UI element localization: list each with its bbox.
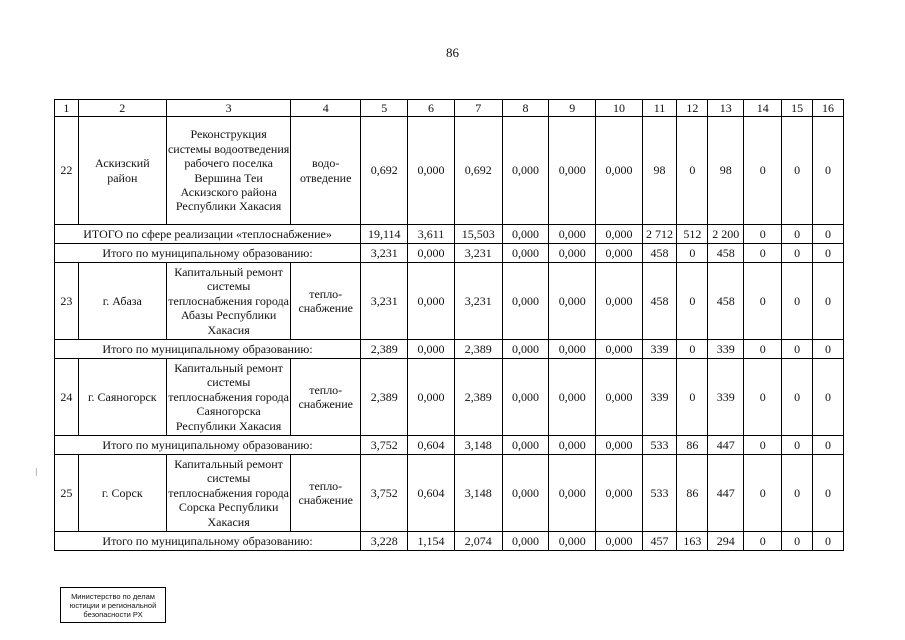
table-row [55, 359, 844, 436]
value-cell: 86 [677, 436, 708, 455]
subtotal-row [55, 340, 844, 359]
value-cell: 0,000 [596, 263, 642, 340]
row-number: 25 [55, 455, 79, 532]
value-cell: 0 [744, 359, 782, 436]
value-cell: 86 [677, 455, 708, 532]
value-cell: 0 [813, 117, 844, 225]
municipality-cell: Аскизский район [78, 117, 166, 225]
value-cell: 0 [813, 436, 844, 455]
table-row [55, 117, 844, 225]
value-cell: 0 [782, 263, 813, 340]
total-label: ИТОГО по сфере реализации «теплоснабжение» [55, 225, 361, 244]
value-cell: 0 [677, 244, 708, 263]
value-cell: 2,389 [361, 359, 408, 436]
stamp-line: безопасности РХ [83, 610, 143, 619]
column-number: 14 [744, 100, 782, 117]
value-cell: 0,000 [549, 340, 596, 359]
value-cell: 98 [708, 117, 744, 225]
value-cell: 447 [708, 436, 744, 455]
value-cell: 0,000 [408, 340, 454, 359]
header-row [55, 100, 844, 117]
value-cell: 0,604 [408, 455, 454, 532]
margin-mark [36, 468, 37, 476]
value-cell: 339 [708, 340, 744, 359]
sphere-cell: тепло-снабжение [291, 455, 361, 532]
value-cell: 339 [642, 359, 677, 436]
page-number: 86 [446, 45, 459, 60]
column-number: 10 [596, 100, 642, 117]
value-cell: 3,148 [454, 436, 502, 455]
subtotal-row [55, 244, 844, 263]
value-cell: 0,692 [361, 117, 408, 225]
value-cell: 0,000 [502, 117, 548, 225]
value-cell: 0,000 [549, 359, 596, 436]
value-cell: 0,000 [549, 455, 596, 532]
value-cell: 3,752 [361, 455, 408, 532]
value-cell: 0,000 [502, 263, 548, 340]
column-number: 1 [55, 100, 79, 117]
value-cell: 0,604 [408, 436, 454, 455]
column-number: 12 [677, 100, 708, 117]
column-number: 7 [454, 100, 502, 117]
total-label: Итого по муниципальному образованию: [55, 532, 361, 551]
value-cell: 512 [677, 225, 708, 244]
value-cell: 0,000 [549, 117, 596, 225]
column-number: 4 [291, 100, 361, 117]
value-cell: 0 [677, 263, 708, 340]
value-cell: 339 [642, 340, 677, 359]
sphere-cell: тепло-снабжение [291, 263, 361, 340]
sphere-cell: тепло-снабжение [291, 359, 361, 436]
value-cell: 0 [677, 359, 708, 436]
subtotal-row [55, 532, 844, 551]
value-cell: 0 [744, 225, 782, 244]
value-cell: 0 [813, 340, 844, 359]
value-cell: 0 [744, 340, 782, 359]
value-cell: 458 [708, 263, 744, 340]
value-cell: 0 [813, 263, 844, 340]
value-cell: 0,000 [596, 359, 642, 436]
value-cell: 0,000 [549, 244, 596, 263]
value-cell: 0,000 [502, 244, 548, 263]
value-cell: 0,000 [549, 263, 596, 340]
value-cell: 0,000 [549, 532, 596, 551]
table-row [55, 455, 844, 532]
value-cell: 0 [782, 455, 813, 532]
value-cell: 0,000 [502, 455, 548, 532]
total-label: Итого по муниципальному образованию: [55, 436, 361, 455]
value-cell: 2 712 [642, 225, 677, 244]
value-cell: 0,000 [502, 532, 548, 551]
value-cell: 3,231 [361, 244, 408, 263]
value-cell: 0,000 [549, 436, 596, 455]
value-cell: 533 [642, 455, 677, 532]
value-cell: 0 [782, 117, 813, 225]
value-cell: 0,000 [596, 244, 642, 263]
value-cell: 0 [813, 244, 844, 263]
value-cell: 0 [744, 117, 782, 225]
sphere-cell: водо-отведение [291, 117, 361, 225]
value-cell: 2,389 [454, 359, 502, 436]
value-cell: 0,000 [502, 359, 548, 436]
value-cell: 0 [813, 359, 844, 436]
total-row [55, 225, 844, 244]
value-cell: 458 [708, 244, 744, 263]
ministry-stamp [60, 587, 166, 623]
value-cell: 0,000 [596, 340, 642, 359]
value-cell: 0 [744, 436, 782, 455]
value-cell: 0 [782, 532, 813, 551]
column-number: 11 [642, 100, 677, 117]
value-cell: 0 [744, 532, 782, 551]
value-cell: 0,000 [408, 359, 454, 436]
value-cell: 0 [782, 225, 813, 244]
column-number: 5 [361, 100, 408, 117]
value-cell: 3,231 [454, 244, 502, 263]
table-row [55, 263, 844, 340]
value-cell: 3,148 [454, 455, 502, 532]
column-number: 8 [502, 100, 548, 117]
value-cell: 3,228 [361, 532, 408, 551]
value-cell: 0 [782, 340, 813, 359]
value-cell: 447 [708, 455, 744, 532]
value-cell: 3,231 [361, 263, 408, 340]
value-cell: 98 [642, 117, 677, 225]
object-cell: Реконструкция системы водоотведения рабочего поселка Вершина Теи Аскизского района Республики Хакасия [166, 117, 290, 225]
row-number: 23 [55, 263, 79, 340]
value-cell: 0,000 [596, 225, 642, 244]
value-cell: 0 [677, 340, 708, 359]
row-number: 24 [55, 359, 79, 436]
value-cell: 0 [782, 244, 813, 263]
value-cell: 0 [744, 455, 782, 532]
column-number: 9 [549, 100, 596, 117]
value-cell: 458 [642, 244, 677, 263]
column-number: 6 [408, 100, 454, 117]
value-cell: 0 [782, 436, 813, 455]
value-cell: 2,074 [454, 532, 502, 551]
value-cell: 458 [642, 263, 677, 340]
value-cell: 15,503 [454, 225, 502, 244]
value-cell: 2,389 [454, 340, 502, 359]
value-cell: 0,000 [596, 117, 642, 225]
value-cell: 339 [708, 359, 744, 436]
object-cell: Капитальный ремонт системы теплоснабжения города Абазы Республики Хакасия [166, 263, 290, 340]
value-cell: 0 [813, 455, 844, 532]
total-label: Итого по муниципальному образованию: [55, 244, 361, 263]
object-cell: Капитальный ремонт системы теплоснабжения города Сорска Республики Хакасия [166, 455, 290, 532]
municipality-cell: г. Саяногорск [78, 359, 166, 436]
stamp-line: Министерство по делам [71, 592, 155, 601]
value-cell: 0 [813, 225, 844, 244]
value-cell: 0,000 [408, 244, 454, 263]
value-cell: 0,000 [549, 225, 596, 244]
value-cell: 0,000 [502, 225, 548, 244]
value-cell: 0 [813, 532, 844, 551]
value-cell: 0,000 [596, 532, 642, 551]
value-cell: 2,389 [361, 340, 408, 359]
column-number: 15 [782, 100, 813, 117]
column-number: 13 [708, 100, 744, 117]
value-cell: 3,611 [408, 225, 454, 244]
object-cell: Капитальный ремонт системы теплоснабжения города Саяногорска Республики Хакасия [166, 359, 290, 436]
value-cell: 0 [744, 263, 782, 340]
value-cell: 0 [782, 359, 813, 436]
value-cell: 0,000 [502, 340, 548, 359]
value-cell: 0,000 [408, 263, 454, 340]
value-cell: 0,692 [454, 117, 502, 225]
value-cell: 3,231 [454, 263, 502, 340]
value-cell: 0 [744, 244, 782, 263]
value-cell: 2 200 [708, 225, 744, 244]
municipality-cell: г. Сорск [78, 455, 166, 532]
value-cell: 457 [642, 532, 677, 551]
municipality-cell: г. Абаза [78, 263, 166, 340]
column-number: 3 [166, 100, 290, 117]
value-cell: 1,154 [408, 532, 454, 551]
value-cell: 0,000 [596, 436, 642, 455]
column-number: 2 [78, 100, 166, 117]
stamp-line: юстиции и региональной [69, 601, 157, 610]
total-label: Итого по муниципальному образованию: [55, 340, 361, 359]
value-cell: 3,752 [361, 436, 408, 455]
data-table [54, 99, 844, 551]
value-cell: 294 [708, 532, 744, 551]
value-cell: 19,114 [361, 225, 408, 244]
value-cell: 0,000 [408, 117, 454, 225]
column-number: 16 [813, 100, 844, 117]
value-cell: 0,000 [502, 436, 548, 455]
subtotal-row [55, 436, 844, 455]
row-number: 22 [55, 117, 79, 225]
value-cell: 0,000 [596, 455, 642, 532]
value-cell: 163 [677, 532, 708, 551]
value-cell: 533 [642, 436, 677, 455]
value-cell: 0 [677, 117, 708, 225]
